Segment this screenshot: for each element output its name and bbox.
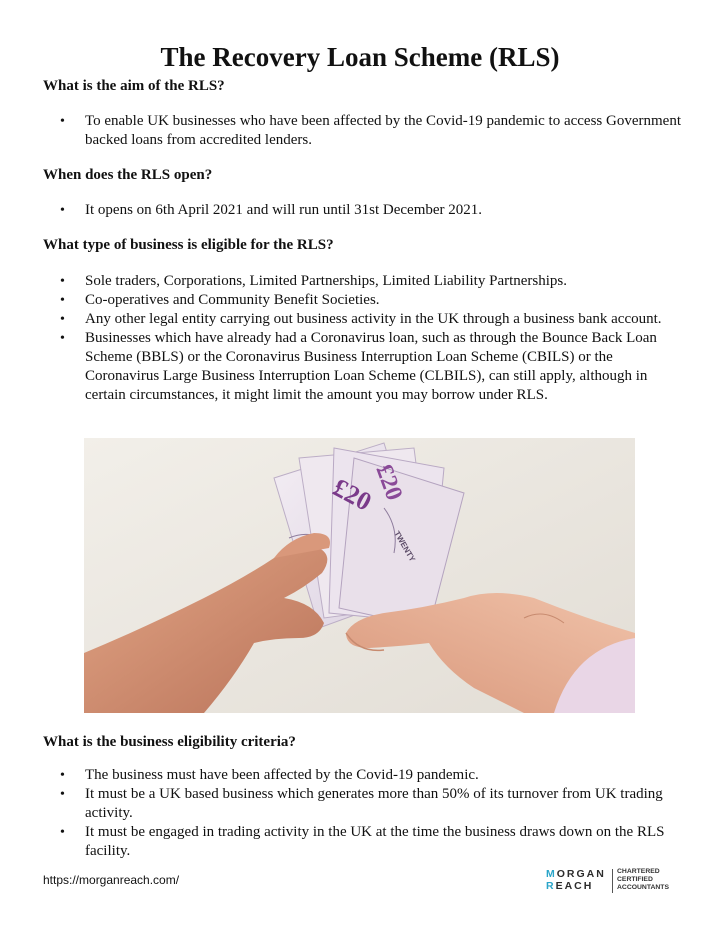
bullet-list-criteria [43,766,683,861]
list-item: • It must be a UK based business which generates more than 50% of its turnover from UK trading activity. [43,785,683,823]
footer-website-link[interactable]: https://morganreach.com/ [43,873,180,887]
list-item: • Sole traders, Corporations, Limited Partnerships, Limited Liability Partnerships. [43,272,683,291]
logo-line-2: REACH [546,880,594,892]
list-item: • Co-operatives and Community Benefit Societies. [43,291,683,310]
logo-subtitle [617,868,669,892]
page-title: The Recovery Loan Scheme (RLS) [160,42,560,72]
list-item: • It must be engaged in trading activity in the UK at the time the business draws down on the RLS facility. [43,823,683,861]
section-question-aim: What is the aim of the RLS? [43,78,225,94]
logo-sub-1: CHARTERED [617,868,660,875]
section-question-eligible: What type of business is eligible for the RLS? [43,237,334,253]
banknote-word-label: TWENTY [392,529,417,564]
section-question-open: When does the RLS open? [43,167,213,183]
list-item: • Businesses which have already had a Coronavirus loan, such as through the Bounce Back Loan Scheme (BBLS) or the Coronavirus Business Interruption Loan Scheme (CBILS) or the Coronavirus Large Business Interruption Loan Scheme (CLBILS), can still apply, although in certain circumstances, it might limit the amount you may borrow under RLS. [43,329,683,405]
list-item: • To enable UK businesses who have been affected by the Covid-19 pandemic to access Government backed loans from accredited lenders. [43,112,683,150]
logo-sub-2: CERTIFIED [617,876,653,883]
list-item: • It opens on 6th April 2021 and will run until 31st December 2021. [43,201,683,220]
section-question-criteria: What is the business eligibility criteria? [43,734,296,750]
morgan-reach-logo [546,868,686,896]
logo-sub-3: ACCOUNTANTS [617,884,669,891]
bullet-list-aim [43,112,683,150]
list-item: • Any other legal entity carrying out business activity in the UK through a business bank account. [43,310,683,329]
logo-wordmark [546,868,606,892]
logo-line-1: MORGAN [546,868,606,880]
bullet-list-eligible [43,272,683,405]
logo-divider [612,869,613,893]
list-item: • The business must have been affected by the Covid-19 pandemic. [43,766,683,785]
money-handover-photo [84,438,635,713]
bullet-list-open [43,201,683,220]
banknote-value-label-2: £20 [370,461,408,504]
banknote-value-label: £20 [328,472,377,517]
